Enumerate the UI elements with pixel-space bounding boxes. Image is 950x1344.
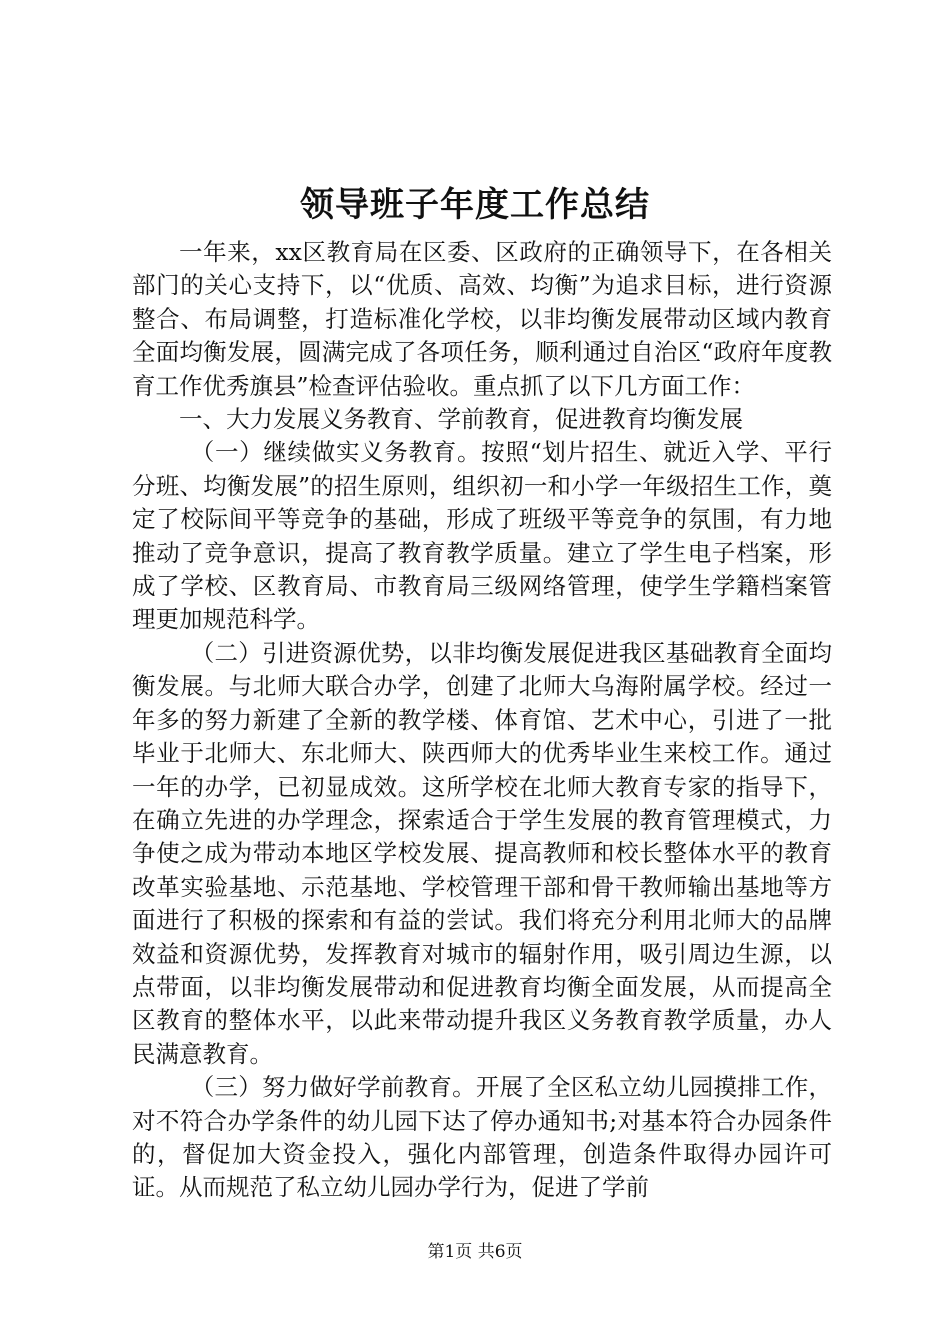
document-title: 领导班子年度工作总结 [300,185,650,225]
document-body [132,236,832,1205]
intro-paragraph: 一年来，xx区教育局在区委、区政府的正确领导下，在各相关部门的关心支持下，以“优质、高效、均衡”为追求目标，进行资源整合、布局调整，打造标准化学校，以非均衡发展带动区域内教育全面均衡发展，圆满完成了各项任务，顺利通过自治区“政府年度教育工作优秀旗县”检查评估验收。重点抓了以下几方面工作： [132,238,832,400]
subsection-paragraph-3: （三）努力做好学前教育。开展了全区私立幼儿园摸排工作，对不符合办学条件的幼儿园下达了停办通知书;对基本符合办园条件的，督促加大资金投入，强化内部管理，创造条件取得办园许可证。从而规范了私立幼儿园办学行为，促进了学前 [132,1073,832,1202]
subsection-paragraph-1: （一）继续做实义务教育。按照“划片招生、就近入学、平行分班、均衡发展”的招生原则，组织初一和小学一年级招生工作，奠定了校际间平等竞争的基础，形成了班级平等竞争的氛围，有力地推动了竞争意识，提高了教育教学质量。建立了学生电子档案，形成了学校、区教育局、市教育局三级网络管理，使学生学籍档案管理更加规范科学。 [132,438,832,634]
section-heading-1: 一、大力发展义务教育、学前教育，促进教育均衡发展 [179,405,743,434]
subsection-paragraph-2: （二）引进资源优势，以非均衡发展促进我区基础教育全面均衡发展。与北师大联合办学，创建了北师大乌海附属学校。经过一年多的努力新建了全新的教学楼、体育馆、艺术中心，引进了一批毕业于北师大、东北师大、陕西师大的优秀毕业生来校工作。通过一年的办学，已初显成效。这所学校在北师大教育专家的指导下，在确立先进的办学理念，探索适合于学生发展的教育管理模式，力争使之成为带动本地区学校发展、提高教师和校长整体水平的教育改革实验基地、示范基地、学校管理干部和骨干教师输出基地等方面进行了积极的探索和有益的尝试。我们将充分利用北师大的品牌效益和资源优势，发挥教育对城市的辐射作用，吸引周边生源，以点带面，以非均衡发展带动和促进教育均衡全面发展，从而提高全区教育的整体水平，以此来带动提升我区义务教育教学质量，办人民满意教育。 [132,638,832,1068]
page-number-footer: 第1页 共6页 [427,1242,523,1262]
